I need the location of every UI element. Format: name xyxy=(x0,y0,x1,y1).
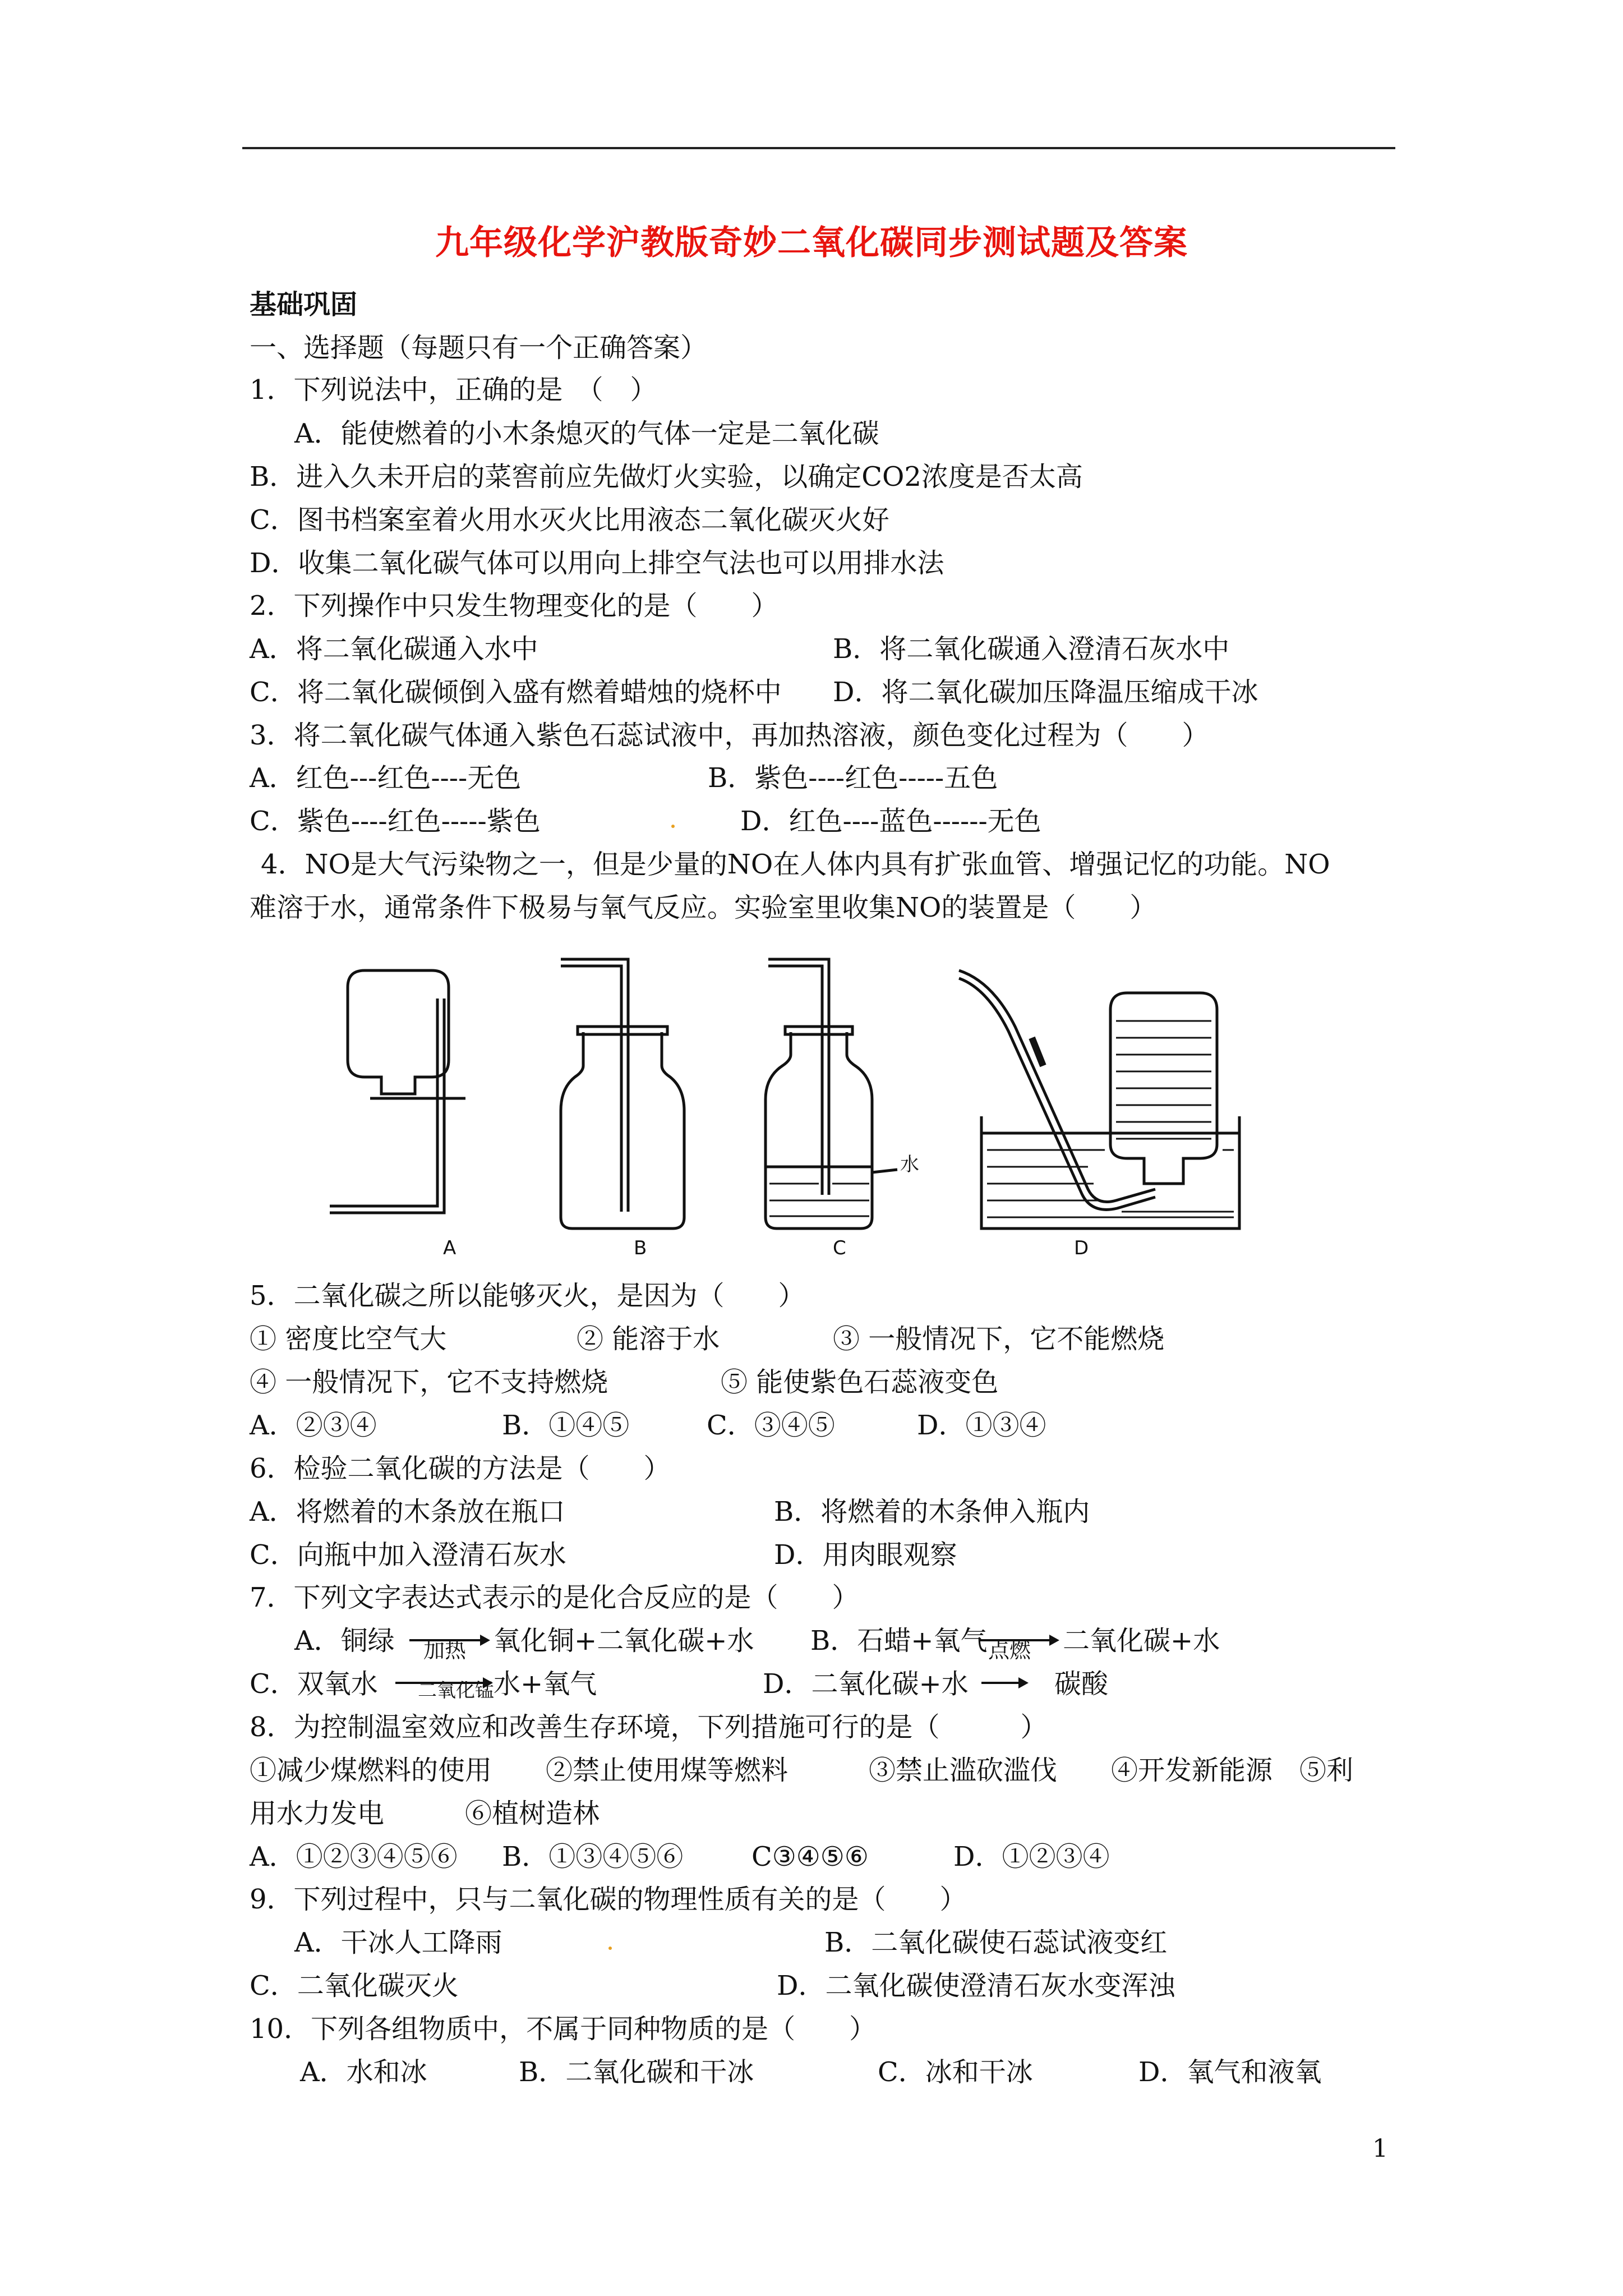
part-heading: 一、选择题（每题只有一个正确答案） xyxy=(250,332,708,364)
q6-stem: 6．检验二氧化碳的方法是（ ） xyxy=(250,1453,671,1484)
q2-option-b: B．将二氧化碳通入澄清石灰水中 xyxy=(833,633,1230,665)
q8-option-b: B．①③④⑤⑥ xyxy=(502,1841,684,1872)
q4-line1: 4．NO是大气污染物之一，但是少量的NO在人体内具有扩张血管、增强记忆的功能。NO xyxy=(261,849,1330,880)
q1-option-b: B．进入久未开启的菜窖前应先做灯火实验，以确定CO2浓度是否太高 xyxy=(250,461,1083,493)
q10-option-b: B．二氧化碳和干冰 xyxy=(519,2056,754,2088)
apparatus-label-b: B xyxy=(634,1237,647,1259)
q2-stem: 2．下列操作中只发生物理变化的是（ ） xyxy=(250,590,778,622)
q5-stem: 5．二氧化碳之所以能够灭火，是因为（ ） xyxy=(250,1280,805,1312)
q5-option-b: B．①④⑤ xyxy=(502,1410,630,1441)
q2-option-a: A．将二氧化碳通入水中 xyxy=(250,633,538,665)
q7-c-condition: 二氧化锰 xyxy=(418,1680,494,1702)
q7-b-reactants: B．石蜡+氧气 xyxy=(810,1625,988,1657)
q6-option-d: D．用肉眼观察 xyxy=(774,1539,957,1571)
stray-dot xyxy=(608,1947,612,1950)
q6-option-c: C．向瓶中加入澄清石灰水 xyxy=(250,1539,566,1571)
document-title: 九年级化学沪教版奇妙二氧化碳同步测试题及答案 xyxy=(435,223,1188,263)
q4-line2: 难溶于水，通常条件下极易与氧气反应。实验室里收集NO的装置是（ ） xyxy=(250,892,1157,923)
q5-item-5: ⑤ 能使紫色石蕊液变色 xyxy=(721,1366,999,1398)
page-number: 1 xyxy=(1372,2134,1388,2163)
q5-option-d: D．①③④ xyxy=(917,1410,1046,1441)
q3-stem: 3．将二氧化碳气体通入紫色石蕊试液中，再加热溶液，颜色变化过程为（ ） xyxy=(250,720,1209,751)
q9-option-d: D．二氧化碳使澄清石灰水变浑浊 xyxy=(777,1970,1175,2001)
apparatus-c xyxy=(766,959,897,1228)
q3-option-d: D．红色----蓝色------无色 xyxy=(740,806,1041,837)
q5-item-1: ① 密度比空气大 xyxy=(250,1323,447,1355)
apparatus-b xyxy=(561,959,684,1228)
q7-b-arrow xyxy=(979,1639,1057,1641)
q7-a-condition: 加热 xyxy=(423,1638,467,1663)
q3-option-c: C．紫色----红色-----紫色 xyxy=(250,806,541,837)
q8-option-d: D．①②③④ xyxy=(953,1841,1110,1872)
q10-option-d: D．氧气和液氧 xyxy=(1138,2056,1322,2088)
q7-a-products: 氧化铜+二氧化碳+水 xyxy=(494,1625,754,1657)
q5-option-c: C．③④⑤ xyxy=(707,1410,835,1441)
q7-b-products: 二氧化碳+水 xyxy=(1063,1625,1220,1657)
q10-option-c: C．冰和干冰 xyxy=(878,2056,1033,2088)
q9-option-c: C．二氧化碳灭火 xyxy=(250,1970,459,2001)
header-rule xyxy=(242,147,1395,149)
q7-c-reactant: C．双氧水 xyxy=(250,1668,378,1700)
apparatus-c-water-lines xyxy=(769,1184,869,1216)
q8-measures-line1: ①减少煤燃料的使用 ②禁止使用煤等燃料 ③禁止滥砍滥伐 ④开发新能源 ⑤利 xyxy=(250,1755,1354,1786)
q3-option-b: B．紫色----红色-----五色 xyxy=(708,762,998,794)
q1-stem: 1．下列说法中，正确的是 （ ） xyxy=(250,374,657,406)
apparatus-a xyxy=(330,970,465,1213)
q5-item-2: ② 能溶于水 xyxy=(577,1323,720,1355)
q7-stem: 7．下列文字表达式表示的是化合反应的是（ ） xyxy=(250,1582,859,1613)
q8-measures-line2: 用水力发电 ⑥植树造林 xyxy=(250,1798,600,1829)
q6-option-a: A．将燃着的木条放在瓶口 xyxy=(250,1496,565,1527)
q7-a-arrow xyxy=(409,1639,488,1641)
q2-option-d: D．将二氧化碳加压降温压缩成干冰 xyxy=(833,677,1258,708)
q5-item-4: ④ 一般情况下，它不支持燃烧 xyxy=(250,1366,608,1398)
q6-option-b: B．将燃着的木条伸入瓶内 xyxy=(774,1496,1090,1527)
q9-option-b: B．二氧化碳使石蕊试液变红 xyxy=(824,1927,1168,1958)
q7-d-reactants: D．二氧化碳+水 xyxy=(763,1668,969,1700)
q1-option-a: A．能使燃着的小木条熄灭的气体一定是二氧化碳 xyxy=(294,418,879,449)
stray-dot xyxy=(671,825,675,828)
q1-option-d: D．收集二氧化碳气体可以用向上排空气法也可以用排水法 xyxy=(250,547,944,579)
q5-item-3: ③ 一般情况下，它不能燃烧 xyxy=(833,1323,1165,1355)
q9-option-a: A．干冰人工降雨 xyxy=(294,1927,502,1958)
q8-stem: 8．为控制温室效应和改善生存环境，下列措施可行的是（ ） xyxy=(250,1711,1048,1743)
gas-collection-apparatus-figure xyxy=(314,948,1402,1245)
section-heading: 基础巩固 xyxy=(250,289,358,320)
q8-option-a: A．①②③④⑤⑥ xyxy=(250,1841,458,1872)
apparatus-d xyxy=(959,970,1239,1228)
q7-d-arrow xyxy=(981,1682,1026,1684)
q8-option-c: C③④⑤⑥ xyxy=(751,1841,869,1872)
q7-c-products: 水+氧气 xyxy=(494,1668,597,1700)
apparatus-label-a: A xyxy=(443,1237,457,1259)
water-label: 水 xyxy=(900,1153,919,1176)
q7-a-reactant: A．铜绿 xyxy=(294,1625,395,1657)
q1-option-c: C．图书档案室着火用水灭火比用液态二氧化碳灭火好 xyxy=(250,504,889,536)
q10-stem: 10．下列各组物质中，不属于同种物质的是（ ） xyxy=(250,2013,877,2045)
q3-option-a: A．红色---红色----无色 xyxy=(250,762,522,794)
q2-option-c: C．将二氧化碳倾倒入盛有燃着蜡烛的烧杯中 xyxy=(250,677,782,708)
apparatus-label-c: C xyxy=(833,1237,846,1259)
q5-option-a: A．②③④ xyxy=(250,1410,377,1441)
q7-b-condition: 点燃 xyxy=(988,1638,1031,1663)
q10-option-a: A．水和冰 xyxy=(300,2056,427,2088)
apparatus-label-d: D xyxy=(1074,1237,1089,1259)
q7-d-product: 碳酸 xyxy=(1054,1668,1109,1700)
q9-stem: 9．下列过程中，只与二氧化碳的物理性质有关的是（ ） xyxy=(250,1884,967,1915)
q7-c-arrow xyxy=(395,1682,491,1684)
apparatus-diagram xyxy=(314,948,1402,1245)
